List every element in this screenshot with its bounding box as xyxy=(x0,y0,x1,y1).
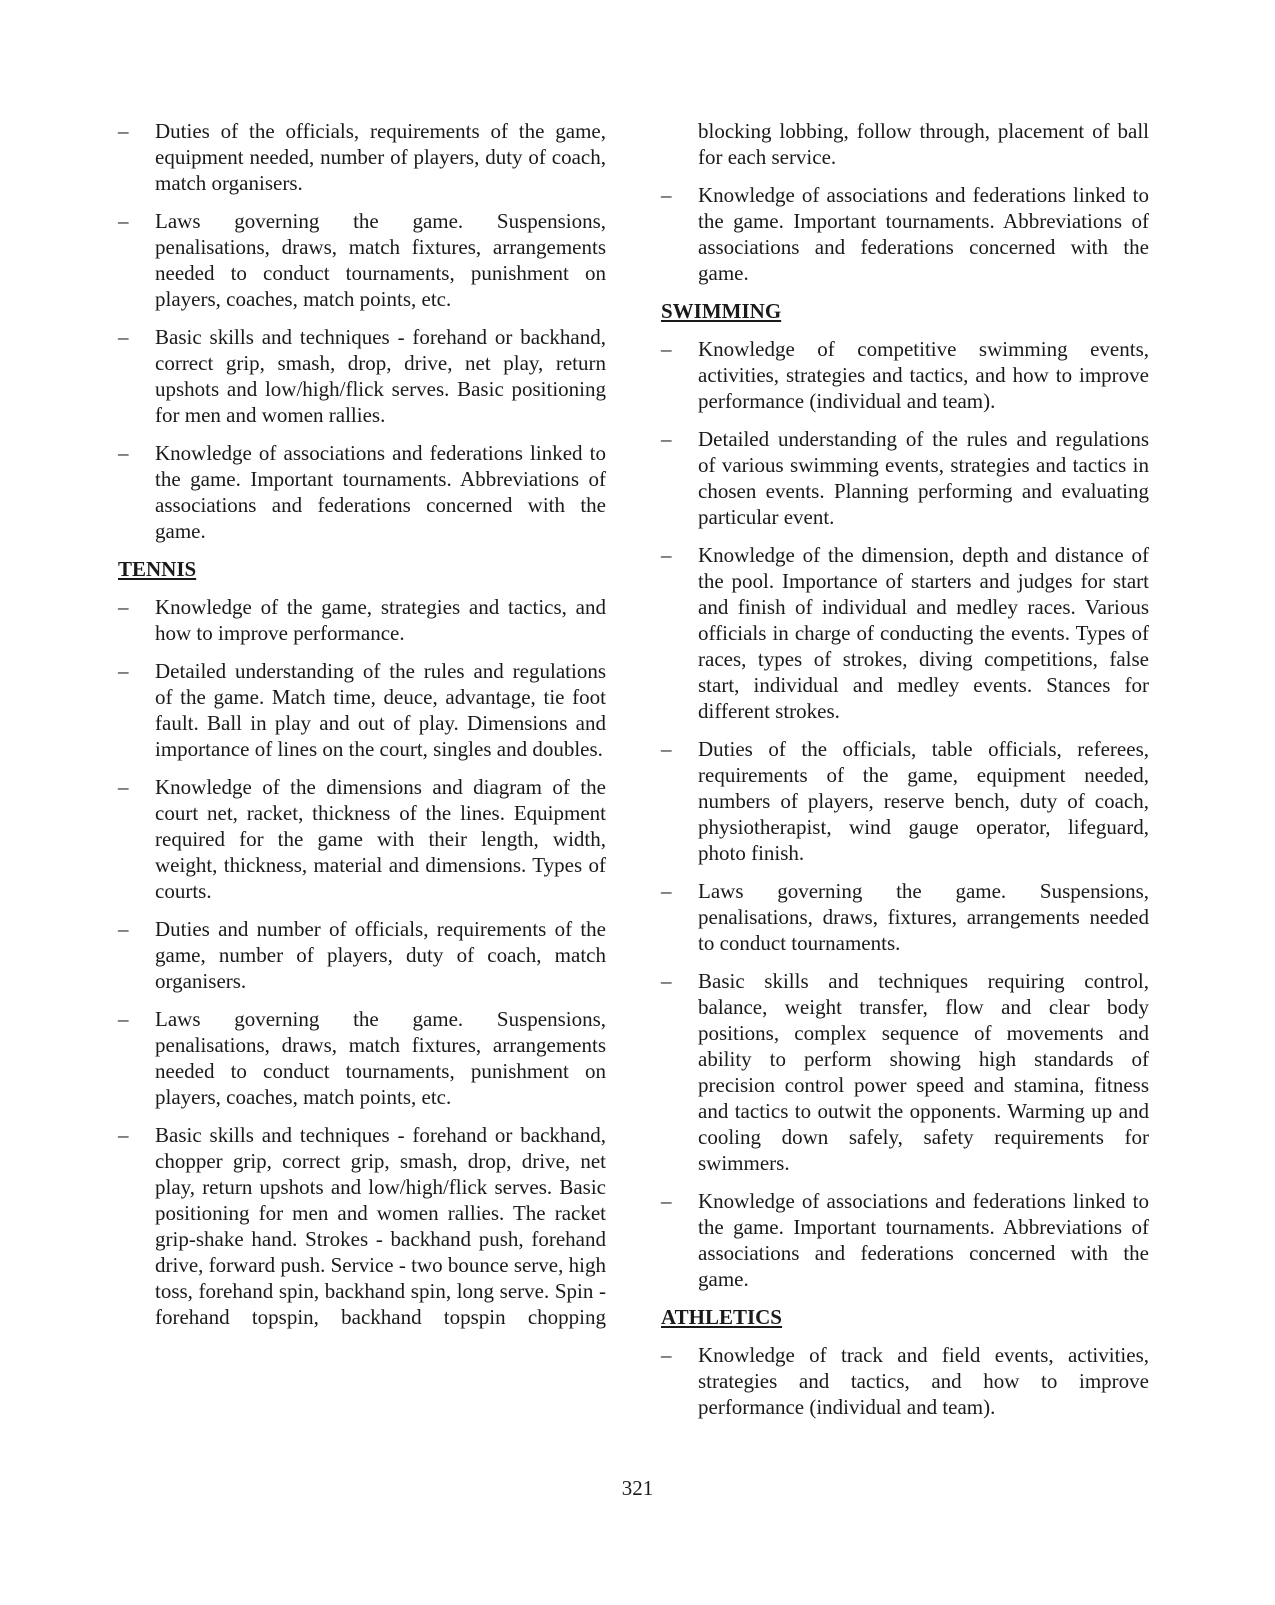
list-item xyxy=(118,1006,606,1110)
list-item-text: Knowledge of the dimension, depth and distance of the pool. Importance of starters and judges for start and finish of individual and medley races. Various officials in charge of conducting the events. Types of races, types of strokes, diving competitions, false start, individual and medley events. Stances for different strokes. xyxy=(698,543,1149,723)
list-item-text: Knowledge of the game, strategies and tactics, and how to improve performance. xyxy=(155,595,606,645)
list-item-text: Detailed understanding of the rules and regulations of various swimming events, strategies and tactics in chosen events. Planning performing and evaluating particular event. xyxy=(698,427,1149,529)
list-item xyxy=(661,426,1149,530)
list-item-text: Duties and number of officials, requirements of the game, number of players, duty of coach, match organisers. xyxy=(155,917,606,993)
list-item xyxy=(118,440,606,544)
section-heading-swimming: SWIMMING xyxy=(661,299,782,323)
list-item-continuation xyxy=(661,118,1149,170)
bullet-dash: – xyxy=(661,1189,672,1213)
bullet-dash: – xyxy=(118,595,129,619)
right-column xyxy=(661,118,1149,1432)
list-item xyxy=(661,736,1149,866)
list-item xyxy=(661,336,1149,414)
list-item xyxy=(661,878,1149,956)
bullet-dash: – xyxy=(661,543,672,567)
list-item-text: blocking lobbing, follow through, placement of ball for each service. xyxy=(698,119,1149,169)
list-item xyxy=(118,208,606,312)
bullet-dash: – xyxy=(118,917,129,941)
list-item xyxy=(661,182,1149,286)
bullet-dash: – xyxy=(118,1007,129,1031)
list-item xyxy=(118,916,606,994)
bullet-dash: – xyxy=(661,969,672,993)
bullet-dash: – xyxy=(118,1123,129,1147)
list-item xyxy=(118,774,606,904)
list-item-text: Knowledge of the dimensions and diagram of the court net, racket, thickness of the lines. Equipment required for the game with their length, width, weight, thickness, material and dimensions. Types of courts. xyxy=(155,775,606,903)
bullet-dash: – xyxy=(118,119,129,143)
bullet-dash: – xyxy=(118,441,129,465)
bullet-dash: – xyxy=(661,879,672,903)
bullet-dash: – xyxy=(661,737,672,761)
list-item xyxy=(661,542,1149,724)
list-item-text: Laws governing the game. Suspensions, penalisations, draws, match fixtures, arrangements needed to conduct tournaments, punishment on players, coaches, match points, etc. xyxy=(155,209,606,311)
bullet-dash: – xyxy=(661,427,672,451)
list-item xyxy=(118,1122,606,1330)
list-item-text: Laws governing the game. Suspensions, penalisations, draws, fixtures, arrangements needed to conduct tournaments. xyxy=(698,879,1149,955)
list-item-text: Basic skills and techniques - forehand or backhand, correct grip, smash, drop, drive, net play, return upshots and low/high/flick serves. Basic positioning for men and women rallies. xyxy=(155,325,606,427)
list-item-text: Detailed understanding of the rules and regulations of the game. Match time, deuce, advantage, tie foot fault. Ball in play and out of play. Dimensions and importance of lines on the court, singles and doubles. xyxy=(155,659,606,761)
list-item-text: Duties of the officials, table officials, referees, requirements of the game, equipment needed, numbers of players, reserve bench, duty of coach, physiotherapist, wind gauge operator, lifeguard, photo finish. xyxy=(698,737,1149,865)
bullet-dash: – xyxy=(118,325,129,349)
list-item-text: Laws governing the game. Suspensions, penalisations, draws, match fixtures, arrangements needed to conduct tournaments, punishment on players, coaches, match points, etc. xyxy=(155,1007,606,1109)
list-item-text: Knowledge of competitive swimming events, activities, strategies and tactics, and how to improve performance (individual and team). xyxy=(698,337,1149,413)
list-item-text: Knowledge of associations and federations linked to the game. Important tournaments. Abbreviations of associations and federations concerned with the game. xyxy=(698,1189,1149,1291)
list-item xyxy=(661,968,1149,1176)
list-item-text: Basic skills and techniques - forehand or backhand, chopper grip, correct grip, smash, drop, drive, net play, return upshots and low/high/flick serves. Basic positioning for men and women rallies. The racket grip-shake hand. Strokes - backhand push, forehand drive, forward push. Service - two bounce serve, high toss, forehand spin, backhand spin, long serve. Spin - forehand topspin, backhand topspin chopping xyxy=(155,1123,606,1329)
list-item-text: Knowledge of associations and federations linked to the game. Important tournaments. Abbreviations of associations and federations concerned with the game. xyxy=(698,183,1149,285)
list-item xyxy=(118,324,606,428)
bullet-dash: – xyxy=(661,337,672,361)
list-item-text: Knowledge of associations and federations linked to the game. Important tournaments. Abbreviations of associations and federations concerned with the game. xyxy=(155,441,606,543)
page-number: 321 xyxy=(621,1476,654,1500)
bullet-dash: – xyxy=(118,775,129,799)
list-item xyxy=(118,658,606,762)
section-heading-athletics: ATHLETICS xyxy=(661,1305,782,1329)
list-item xyxy=(661,1342,1149,1420)
left-column xyxy=(118,118,606,1342)
list-item xyxy=(118,594,606,646)
list-item-text: Knowledge of track and field events, activities, strategies and tactics, and how to improve performance (individual and team). xyxy=(698,1343,1149,1419)
list-item-text: Basic skills and techniques requiring control, balance, weight transfer, flow and clear body positions, complex sequence of movements and ability to perform showing high standards of precision control power speed and stamina, fitness and tactics to outwit the opponents. Warming up and cooling down safely, safety requirements for swimmers. xyxy=(698,969,1149,1175)
bullet-dash: – xyxy=(661,1343,672,1367)
bullet-dash: – xyxy=(118,209,129,233)
list-item-text: Duties of the officials, requirements of the game, equipment needed, number of players, duty of coach, match organisers. xyxy=(155,119,606,195)
list-item xyxy=(661,1188,1149,1292)
list-item xyxy=(118,118,606,196)
bullet-dash: – xyxy=(118,659,129,683)
bullet-dash: – xyxy=(661,183,672,207)
section-heading-tennis: TENNIS xyxy=(118,557,197,581)
